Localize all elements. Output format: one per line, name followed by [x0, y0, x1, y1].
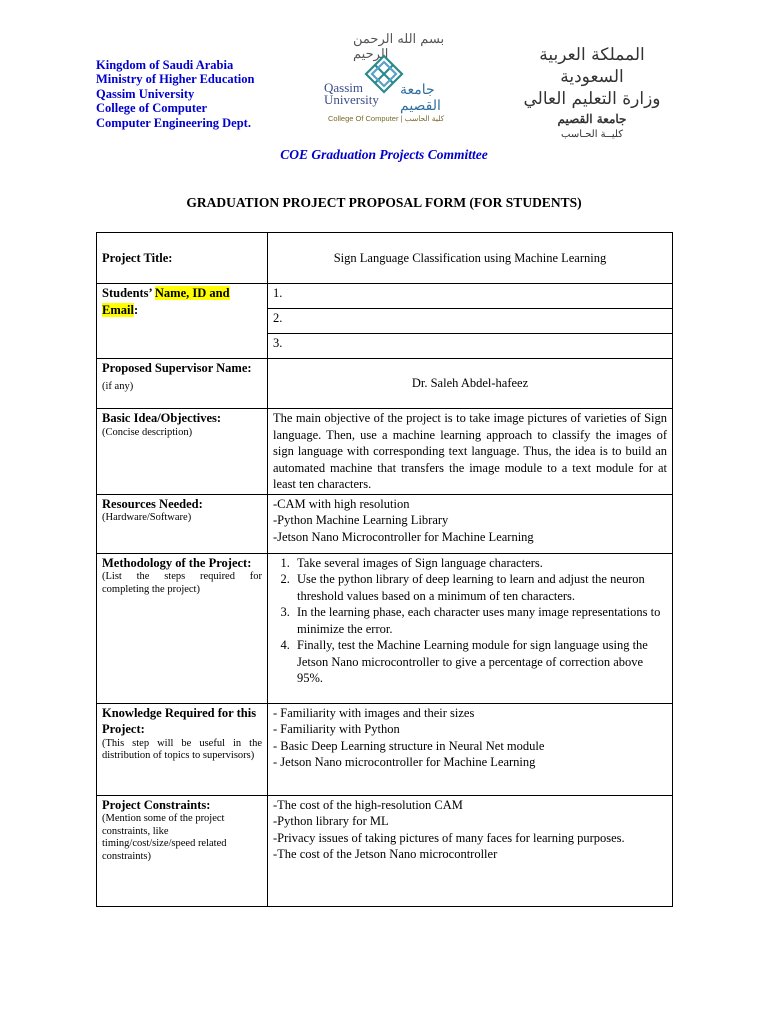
header-line-university: Qassim University [96, 86, 195, 101]
knowledge-item: - Familiarity with Python [273, 722, 400, 736]
row-constraints [97, 795, 673, 906]
student-entry-1: 1. [268, 284, 673, 309]
basic-idea-value: The main objective of the project is to take image pictures of varieties of Sign language. Then, use a machine learning approach to classify the images of sign language with corresponding text language. Thus, the idea is to build an automated machine that transfers the image module to a text module for at least ten characters. [268, 409, 673, 495]
form-title: GRADUATION PROJECT PROPOSAL FORM (FOR STUDENTS) [186, 195, 582, 210]
basmala-calligraphy: بسم الله الرحمن الرحيم [353, 32, 445, 62]
row-supervisor [97, 359, 673, 409]
institution-header [96, 58, 254, 130]
knowledge-label-note: (This step will be useful in the distribution of topics to supervisors) [102, 737, 262, 761]
methodology-step: 3. In the learning phase, each character uses many image representations to minimize the error. [293, 604, 667, 637]
row-methodology [97, 553, 673, 703]
qassim-university-logo [318, 30, 448, 130]
constraints-label-note: (Mention some of the project constraints, like timing/cost/size/speed related constraints) [102, 813, 227, 862]
knowledge-label: Knowledge Required for this Project: [102, 705, 257, 736]
row-knowledge [97, 703, 673, 795]
constraints-value [268, 795, 673, 906]
resource-item: -Jetson Nano Microcontroller for Machine Learning [273, 529, 534, 544]
supervisor-value: Dr. Saleh Abdel-hafeez [268, 359, 673, 409]
resources-label: Resources Needed: [102, 496, 203, 511]
arabic-line-ministry: وزارة التعليم العالي [523, 89, 661, 109]
project-title-label: Project Title: [102, 250, 173, 265]
label-cell [97, 703, 268, 795]
label-cell [97, 284, 268, 359]
row-basic-idea [97, 409, 673, 495]
row-resources [97, 494, 673, 553]
student-entry-2: 2. [268, 309, 673, 334]
resource-item: -Python Machine Learning Library [273, 513, 449, 527]
header-line-department: Computer Engineering Dept. [96, 115, 251, 130]
arabic-ministry-header [522, 44, 662, 140]
row-students [97, 284, 673, 309]
row-project-title [97, 233, 673, 284]
methodology-value [268, 553, 673, 703]
header-line-ministry: Ministry of Higher Education [96, 72, 255, 87]
knowledge-item: - Jetson Nano microcontroller for Machine Learning [273, 755, 536, 769]
methodology-label: Methodology of the Project: [102, 555, 252, 570]
constraints-label: Project Constraints: [102, 797, 211, 812]
constraint-item: -The cost of the Jetson Nano microcontroller [273, 847, 498, 861]
knowledge-item: - Familiarity with images and their sizes [273, 705, 475, 720]
student-entry-3: 3. [268, 334, 673, 359]
supervisor-label-note: (if any) [102, 380, 134, 392]
logo-college-caption: College Of Computer | كلية الحاسب [328, 114, 445, 123]
students-label [102, 286, 230, 317]
methodology-step: 4. Finally, test the Machine Learning module for sign language using the Jetson Nano microcontroller to give a percentage of correction above 95%. [293, 637, 667, 687]
students-label-prefix: Students’ [102, 286, 155, 300]
knowledge-value [268, 703, 673, 795]
students-label-highlight: Name, ID and Email [102, 286, 230, 317]
constraint-item: -Python library for ML [273, 814, 389, 828]
label-cell [97, 409, 268, 495]
project-title-value: Sign Language Classification using Machine Learning [268, 233, 673, 284]
label-cell [97, 359, 268, 409]
methodology-steps [273, 555, 667, 687]
knowledge-item: - Basic Deep Learning structure in Neural Net module [273, 738, 545, 753]
label-cell [97, 553, 268, 703]
header-line-college: College of Computer [96, 101, 208, 116]
arabic-line-university: جامعة القصيم [557, 112, 627, 126]
arabic-line-kingdom: المملكة العربية السعودية [539, 45, 645, 87]
proposal-form-table [96, 232, 673, 907]
logo-english-name: Qassim University [324, 80, 379, 107]
constraint-item: -Privacy issues of taking pictures of many faces for learning purposes. [273, 830, 625, 845]
arabic-line-college: كليــة الحـاسب [561, 129, 623, 140]
resources-label-note: (Hardware/Software) [102, 512, 192, 523]
methodology-step: 2. Use the python library of deep learning to learn and adjust the neuron threshold values based on a minimum of ten characters. [293, 571, 667, 604]
methodology-step: 1. Take several images of Sign language characters. [293, 555, 667, 572]
logo-arabic-name: جامعة القصيم [400, 82, 441, 114]
supervisor-label: Proposed Supervisor Name: [102, 361, 252, 375]
basic-idea-label: Basic Idea/Objectives: [102, 411, 222, 425]
label-cell [97, 233, 268, 284]
constraint-item: -The cost of the high-resolution CAM [273, 797, 463, 812]
label-cell [97, 795, 268, 906]
basic-idea-label-note: (Concise description) [102, 426, 193, 438]
students-label-suffix: : [133, 302, 139, 317]
methodology-label-note: (List the steps required for completing the project) [102, 571, 262, 595]
resource-item: -CAM with high resolution [273, 496, 410, 511]
header-line-kingdom: Kingdom of Saudi Arabia [96, 58, 234, 72]
committee-heading: COE Graduation Projects Committee [280, 147, 488, 162]
label-cell [97, 494, 268, 553]
resources-value [268, 494, 673, 553]
